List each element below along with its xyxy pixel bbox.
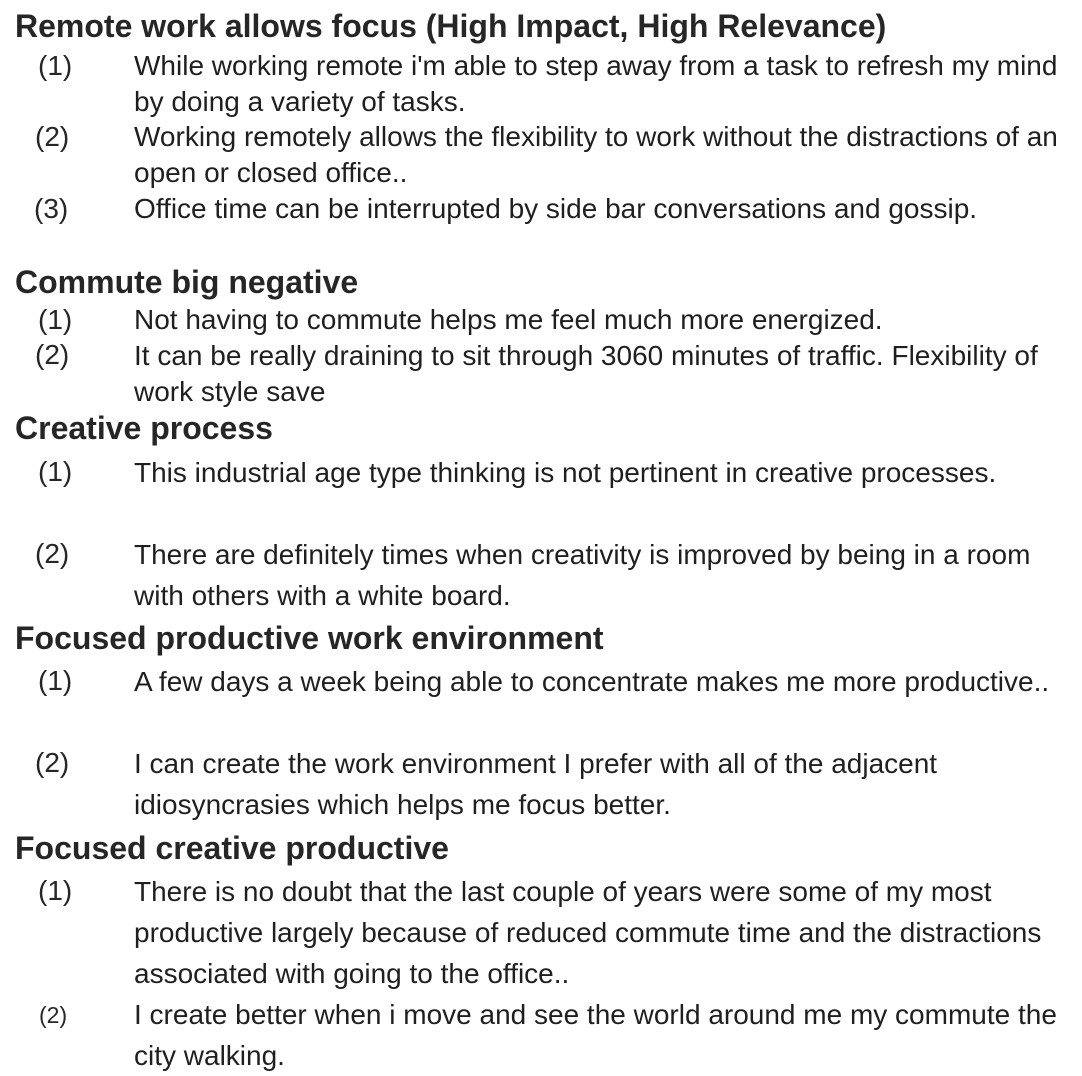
section-heading: Remote work allows focus (High Impact, High Relevance) [15, 8, 887, 44]
item-text: There is no doubt that the last couple of years were some of my most productive largely because of reduced commute time and the distractions associated with going to the office.. [134, 876, 1042, 989]
item-text: Working remotely allows the flexibility to work without the distractions of an open or closed office.. [134, 121, 1058, 188]
item-number: (1) [38, 50, 73, 81]
item-number: (2) [35, 339, 70, 370]
item-number: (2) [35, 121, 70, 152]
item-text: I create better when i move and see the world around me my commute the city walking. [134, 999, 1057, 1071]
item-number: (1) [38, 456, 73, 487]
item-number: (1) [38, 304, 73, 335]
item-number: (2) [35, 538, 70, 569]
item-text: I can create the work environment I prefer with all of the adjacent idiosyncrasies which helps me focus better. [134, 748, 938, 820]
item-number: (3) [34, 193, 69, 224]
item-text: There are definitely times when creativity is improved by being in a room with others with a white board. [134, 539, 1031, 611]
section-heading: Focused productive work environment [15, 620, 604, 656]
item-number: (1) [38, 875, 73, 906]
item-text: While working remote i'm able to step away from a task to refresh my mind by doing a variety of tasks. [134, 50, 1058, 117]
section-heading: Creative process [15, 410, 273, 446]
item-text: This industrial age type thinking is not pertinent in creative processes. [134, 457, 997, 488]
item-text: Not having to commute helps me feel much more energized. [134, 304, 883, 335]
item-text: A few days a week being able to concentrate makes me more productive.. [134, 666, 1050, 697]
section-heading: Commute big negative [15, 264, 359, 300]
item-number: (2) [39, 1002, 68, 1028]
item-number: (1) [38, 665, 73, 696]
item-number: (2) [35, 747, 70, 778]
item-text: Office time can be interrupted by side bar conversations and gossip. [134, 193, 978, 224]
section-heading: Focused creative productive [15, 830, 449, 866]
item-text: It can be really draining to sit through 3060 minutes of traffic. Flexibility of work style save [134, 340, 1038, 407]
